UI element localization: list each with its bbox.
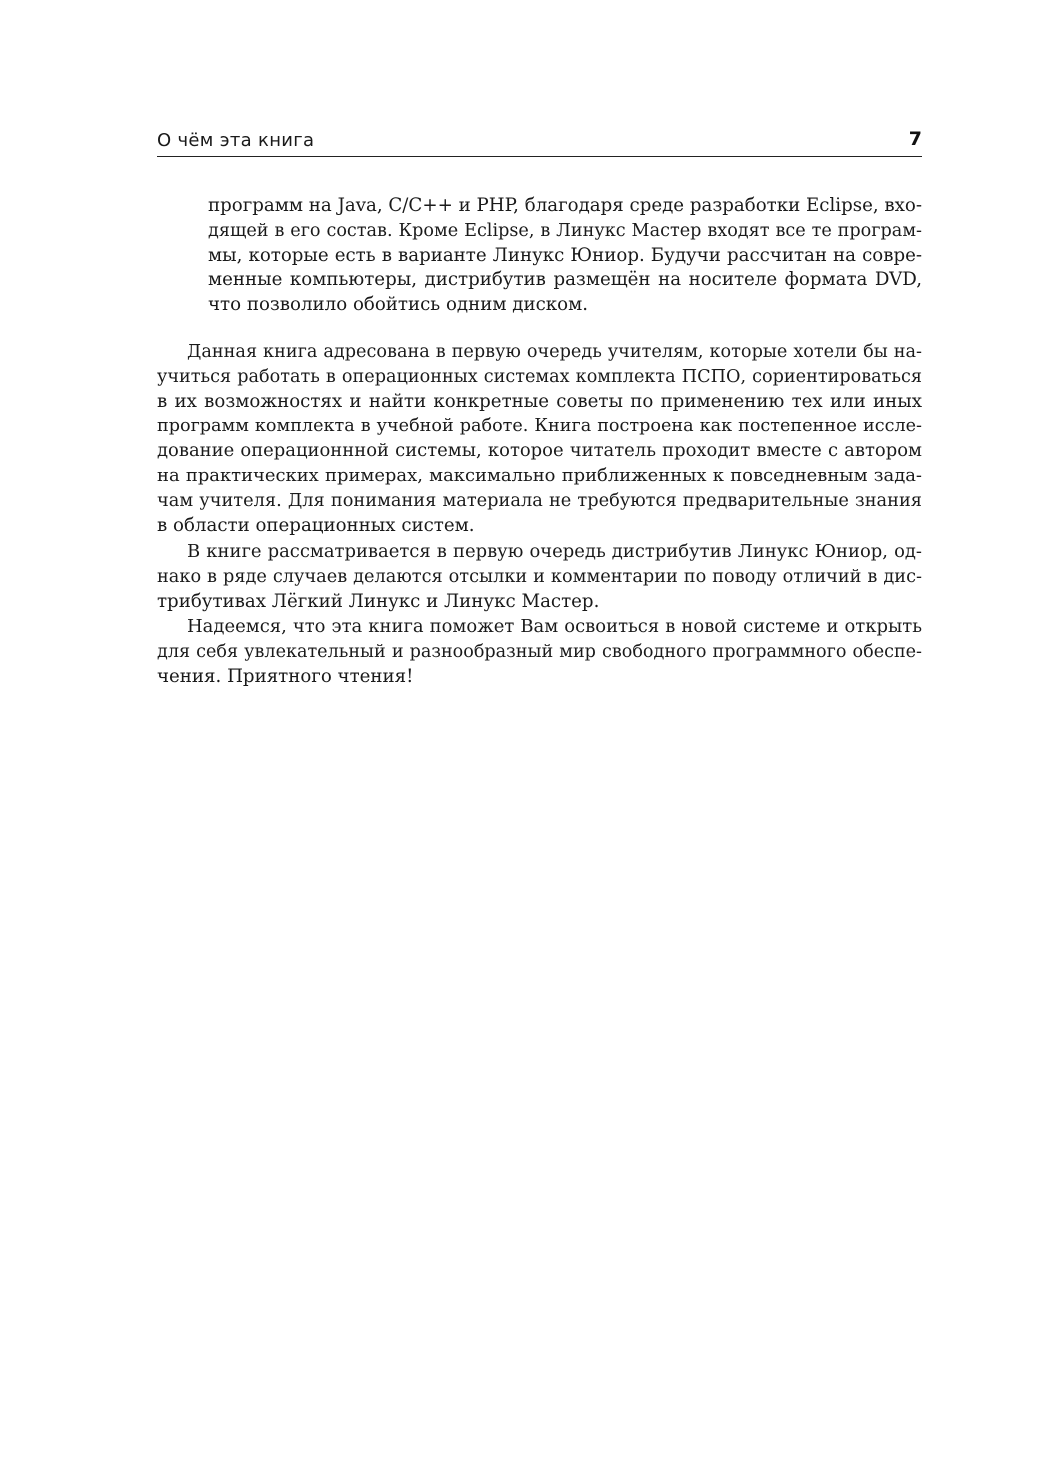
text-line: нако в ряде случаев делаются отсылки и комментарии по поводу отличий в дис-	[157, 566, 922, 587]
text-line: дование операционнной системы, которое читатель проходит вместе с автором	[157, 440, 922, 462]
paragraph-audience	[157, 340, 922, 538]
text-line: программ комплекта в учебной работе. Книга построена как постепенное иссле-	[157, 416, 922, 437]
paragraph-closing	[157, 615, 922, 689]
page-number: 7	[908, 128, 922, 150]
text-line: в области операционных систем.	[157, 514, 475, 536]
text-line: Надеемся, что эта книга поможет Вам освоиться в новой системе и открыть	[187, 616, 922, 637]
text-line: на практических примерах, максимально приближенных к повседневным зада-	[157, 464, 922, 486]
text-line: Данная книга адресована в первую очередь учителям, которые хотели бы на-	[187, 342, 922, 362]
text-line: учиться работать в операционных системах комплекта ПСПО, сориентироваться	[157, 366, 922, 387]
paragraph-distribution	[157, 540, 922, 614]
text-line: В книге рассматривается в первую очередь дистрибутив Линукс Юниор, од-	[187, 541, 922, 562]
text-line: менные компьютеры, дистрибутив размещён на носителе формата DVD,	[208, 269, 922, 291]
text-line: трибутивах Лёгкий Линукс и Линукс Мастер.	[157, 590, 600, 612]
indented-text-block	[208, 194, 922, 318]
text-line: в их возможностях и найти конкретные советы по применению тех или иных	[157, 390, 922, 412]
text-line: мы, которые есть в варианте Линукс Юниор. Будучи рассчитан на совре-	[208, 244, 922, 266]
text-line: чам учителя. Для понимания материала не требуются предварительные знания	[157, 490, 922, 511]
text-line: для себя увлекательный и разнообразный мир свободного программного обеспе-	[157, 641, 922, 662]
text-line: программ на Java, C/C++ и PHP, благодаря среде разработки Eclipse, вхо-	[208, 195, 922, 216]
text-line: дящей в его состав. Кроме Eclipse, в Линукс Мастер входят все те програм-	[208, 220, 922, 241]
running-header	[157, 128, 922, 157]
text-line: что позволило обойтись одним диском.	[208, 294, 589, 316]
text-line: чения. Приятного чтения!	[157, 665, 414, 687]
header-title: О чём эта книга	[157, 130, 315, 151]
